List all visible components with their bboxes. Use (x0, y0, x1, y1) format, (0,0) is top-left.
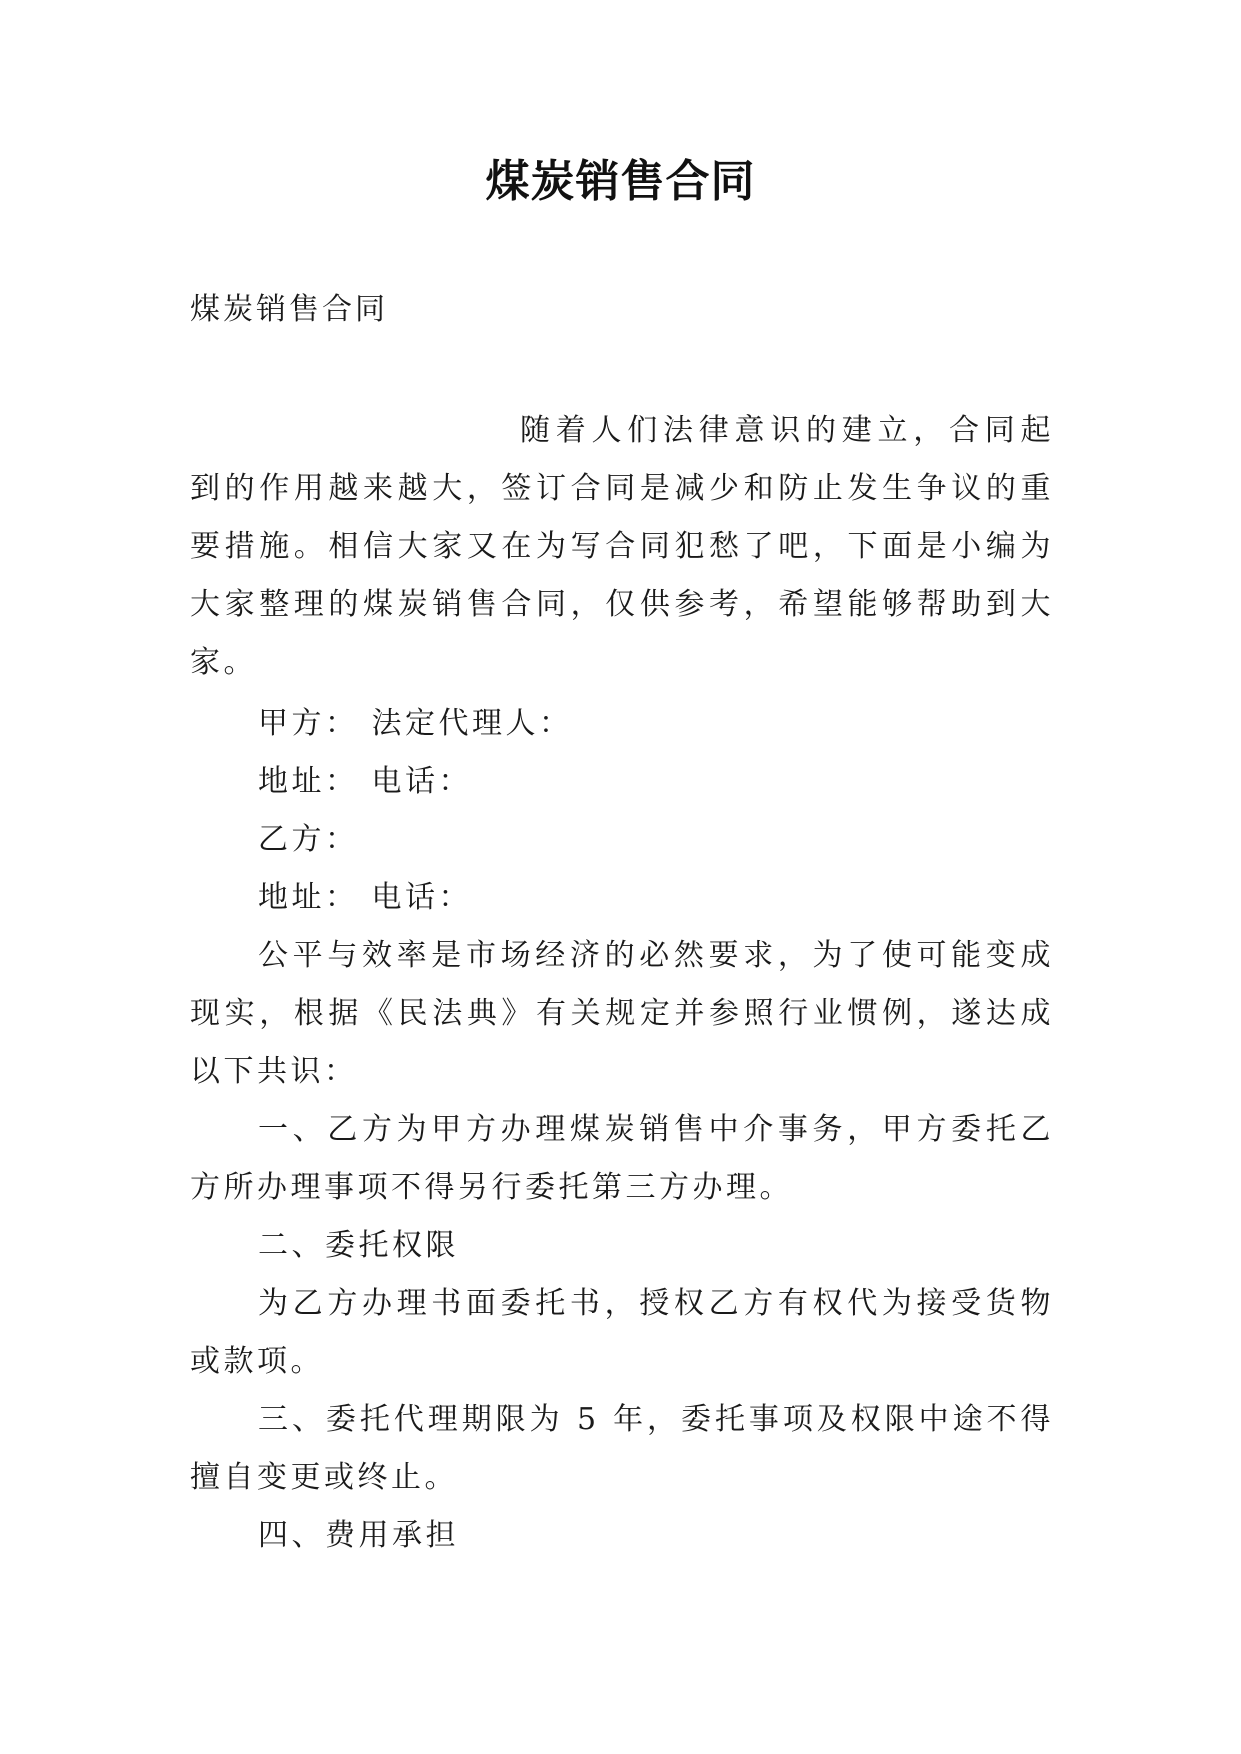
clause-1: 一、乙方为甲方办理煤炭销售中介事务，甲方委托乙方所办理事项不得另行委托第三方办理。 (190, 1112, 1054, 1205)
clause-2-body: 为乙方办理书面委托书，授权乙方有权代为接受货物或款项。 (190, 1286, 1054, 1379)
party-b-line: 乙方： (258, 822, 359, 857)
intro-paragraph: 随着人们法律意识的建立，合同起到的作用越来越大，签订合同是减少和防止发生争议的重要措施。相信大家又在为写合同犯愁了吧，下面是小编为大家整理的煤炭销售合同，仅供参考，希望能够帮助到大家。 (190, 413, 1054, 680)
document-subtitle: 煤炭销售合同 (190, 292, 388, 327)
clause-2-heading: 二、委托权限 (258, 1228, 459, 1263)
contract-body (190, 695, 1054, 1565)
party-a-line: 甲方： 法定代理人： (258, 706, 573, 741)
preamble-paragraph: 公平与效率是市场经济的必然要求，为了使可能变成现实，根据《民法典》有关规定并参照行业惯例，遂达成以下共识： (190, 938, 1054, 1089)
document-title: 煤炭销售合同 (485, 156, 756, 207)
party-b-address-line: 地址： 电话： (258, 880, 473, 915)
clause-4-heading: 四、费用承担 (258, 1518, 459, 1553)
clause-3: 三、委托代理期限为 5 年，委托事项及权限中途不得擅自变更或终止。 (190, 1402, 1054, 1495)
party-a-address-line: 地址： 电话： (258, 764, 473, 799)
